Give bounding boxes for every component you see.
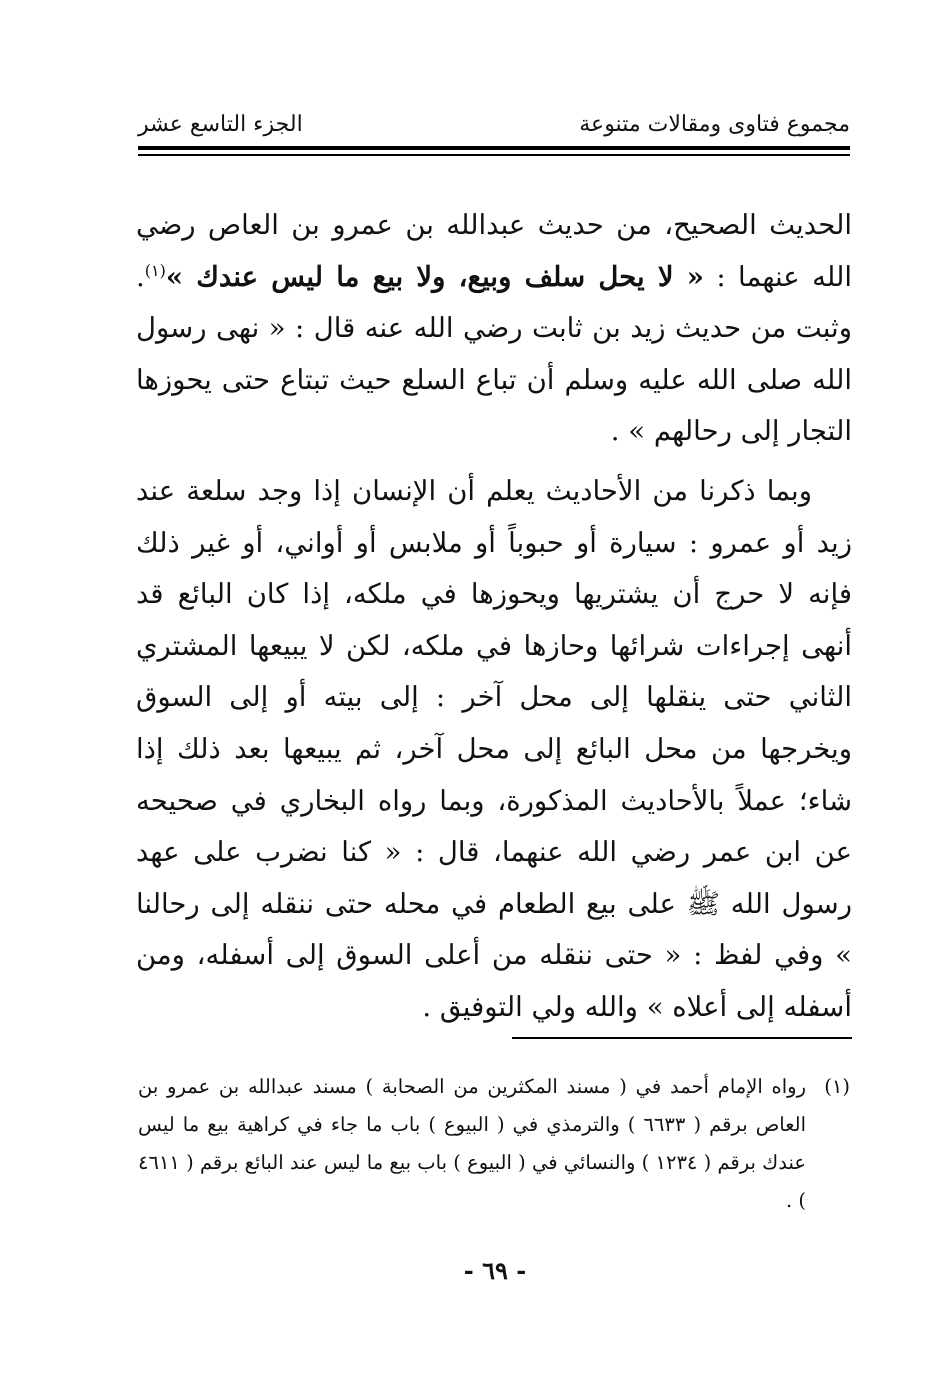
paragraph-1-rest: . وثبت من حديث زيد بن ثابت رضي الله عنه قال : « نهى رسول الله صلى الله عليه وسلم أن تباع السلع حيث تبتاع حتى يحوزها التجار إلى رحالهم » . [136, 260, 852, 448]
footnote-number: (١) [824, 1075, 850, 1098]
footnote-reference[interactable]: (١) [144, 260, 166, 280]
footnote-separator [512, 1037, 852, 1039]
header-rule-thin [138, 154, 850, 156]
hadith-quote-bold: « لا يحل سلف وبيع، ولا بيع ما ليس عندك » [165, 260, 704, 293]
paragraph-1 [136, 200, 852, 458]
volume-label: الجزء التاسع عشر [138, 112, 303, 137]
book-title: مجموع فتاوى ومقالات متنوعة [579, 112, 850, 137]
paragraph-1-intro: الحديث الصحيح، من حديث عبدالله بن عمرو بن العاص رضي الله عنهما : [136, 209, 852, 293]
paragraph-2: وبما ذكرنا من الأحاديث يعلم أن الإنسان إذا وجد سلعة عند زيد أو عمرو : سيارة أو حبوباً أو ملابس أو أواني، أو غير ذلك فإنه لا حرج أن يشتريها ويحوزها في ملكه، إذا كان البائع قد أنهى إجراءات شرائها وحازها في ملكه، لكن لا يبيعها المشتري الثاني حتى ينقلها إلى محل آخر : إلى بيته أو إلى السوق ويخرجها من محل البائع إلى محل آخر، ثم يبيعها بعد ذلك إذا شاء؛ عملاً بالأحاديث المذكورة، وبما رواه البخاري في صحيحه عن ابن عمر رضي الله عنهما، قال : « كنا نضرب على عهد رسول الله ﷺ على بيع الطعام في محله حتى ننقله إلى رحالنا » وفي لفظ : « حتى ننقله من أعلى السوق إلى أسفله، ومن أسفله إلى أعلاه » والله ولي التوفيق . [136, 474, 852, 1023]
header-rule-thick [138, 146, 850, 150]
page-number: - ٦٩ - [463, 1256, 527, 1285]
footnote-text: رواه الإمام أحمد في ( مسند المكثرين من الصحابة ) مسند عبدالله بن عمرو بن العاص برقم ( ٦٦٣٣ ) والترمذي في ( البيوع ) باب ما جاء في كراهية بيع ما ليس عندك برقم ( ١٢٣٤ ) والنسائي في ( البيوع ) باب بيع ما ليس عند البائع برقم ( ٤٦١١ ) . [138, 1075, 806, 1212]
running-header [138, 108, 850, 144]
footnote [138, 1068, 850, 1220]
main-text [136, 200, 852, 1034]
